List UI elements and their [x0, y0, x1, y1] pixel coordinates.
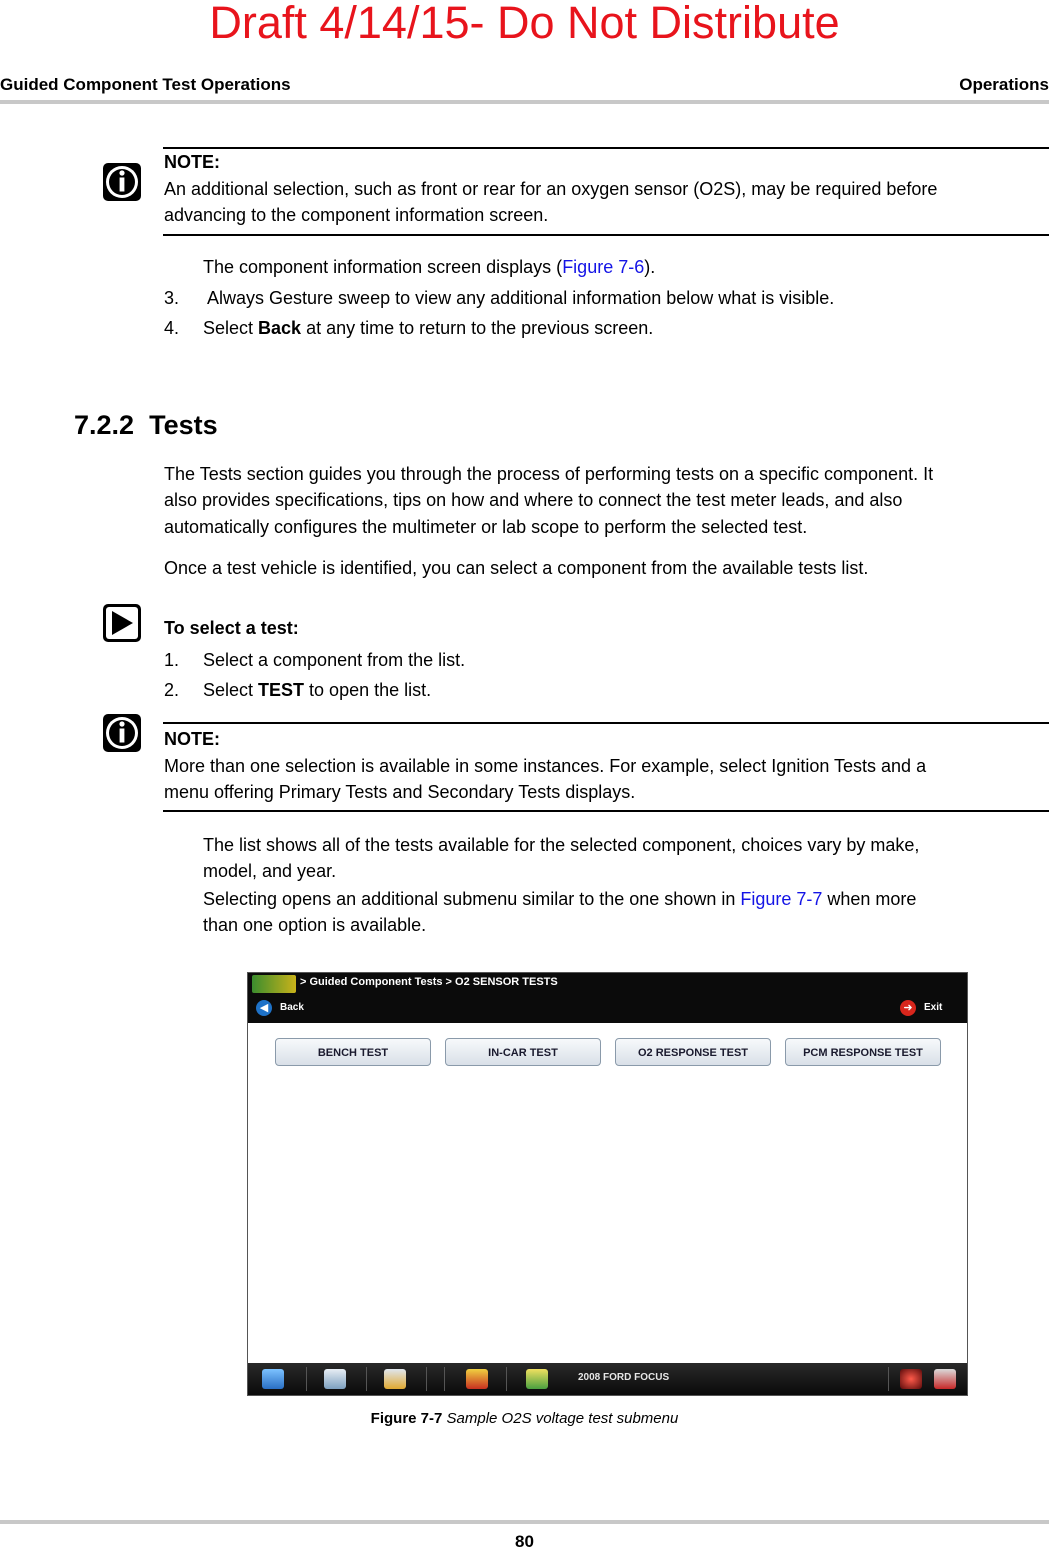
page-number: 80: [515, 1532, 534, 1551]
step-1: 1. Select a component from the list.: [164, 650, 466, 670]
tests-list-line1: The list shows all of the tests available for the selected component, choices vary by make,: [203, 835, 920, 855]
data-list-icon[interactable]: [324, 1369, 346, 1389]
step-4: 4. Select Back at any time to return to the previous screen.: [164, 318, 654, 338]
note-title: NOTE:: [164, 729, 220, 749]
bench-test-button[interactable]: BENCH TEST: [275, 1038, 431, 1066]
figure-o2s-submenu: [247, 972, 968, 1396]
submenu-line1: Selecting opens an additional submenu similar to the one shown in Figure 7-7 when more: [203, 889, 917, 909]
figure-toolbar: [248, 1363, 967, 1395]
toolbar-divider: [426, 1367, 427, 1391]
figure-7-7-link[interactable]: Figure 7-7: [740, 889, 823, 909]
note-title: NOTE:: [164, 152, 220, 172]
record-icon[interactable]: [900, 1369, 922, 1389]
tests-intro-line2: also provides specifications, tips on how and where to connect the test meter leads, and also: [164, 490, 903, 510]
tests-intro-line3: automatically configures the multimeter or lab scope to perform the selected test.: [164, 517, 808, 537]
o2-response-test-button[interactable]: O2 RESPONSE TEST: [615, 1038, 771, 1066]
toolbar-divider: [506, 1367, 507, 1391]
paragraph-component-info: The component information screen displays (Figure 7-6).: [203, 257, 656, 277]
step-2: 2. Select TEST to open the list.: [164, 680, 432, 700]
vehicle-id: 2008 FORD FOCUS: [578, 1372, 670, 1383]
note-top-rule: [163, 147, 1049, 149]
note-top-rule: [163, 722, 1049, 724]
exit-button[interactable]: Exit: [924, 1002, 943, 1013]
toolbar-divider: [444, 1367, 445, 1391]
pcm-response-test-button[interactable]: PCM RESPONSE TEST: [785, 1038, 941, 1066]
section-heading: 7.2.2 Tests: [74, 410, 218, 440]
figure-caption: Figure 7-7 Sample O2S voltage test submenu: [370, 1410, 679, 1427]
back-arrow-icon[interactable]: ◀: [256, 1000, 272, 1016]
footer-rule: [0, 1520, 1049, 1524]
tests-intro-line1: The Tests section guides you through the process of performing tests on a specific component. It: [164, 464, 934, 484]
note-text-line1: An additional selection, such as front or rear for an oxygen sensor (O2S), may be required before: [164, 179, 938, 199]
note-bottom-rule: [163, 234, 1049, 236]
step-3: 3. Always Gesture sweep to view any additional information below what is visible.: [164, 288, 835, 308]
exit-arrow-icon[interactable]: ➜: [900, 1000, 916, 1016]
note-text-line1: More than one selection is available in some instances. For example, select Ignition Tests and a: [164, 756, 927, 776]
figure-7-6-link[interactable]: Figure 7-6: [562, 257, 645, 277]
toolbar-divider: [306, 1367, 307, 1391]
info-icon: [102, 713, 142, 753]
procedure-arrow-icon: [102, 603, 142, 643]
figure-breadcrumb: > Guided Component Tests > O2 SENSOR TESTS: [300, 976, 558, 988]
header-rule: [0, 100, 1049, 104]
back-button[interactable]: Back: [280, 1002, 304, 1013]
tests-list-line2: model, and year.: [203, 861, 337, 881]
header-section-title: Operations: [959, 75, 1049, 94]
toolbar-divider: [366, 1367, 367, 1391]
note-text-line2: menu offering Primary Tests and Secondary Tests displays.: [164, 782, 636, 802]
in-car-test-button[interactable]: IN-CAR TEST: [445, 1038, 601, 1066]
figure-title-bar: [248, 973, 967, 1023]
note-bottom-rule: [163, 810, 1049, 812]
vehicle-icon[interactable]: [526, 1369, 548, 1389]
home-icon[interactable]: [262, 1369, 284, 1389]
component-icon[interactable]: [466, 1369, 488, 1389]
app-logo-icon: [252, 975, 296, 993]
header-chapter-title: Guided Component Test Operations: [0, 75, 291, 94]
note-text-line2: advancing to the component information screen.: [164, 205, 549, 225]
tests-intro-paragraph2: Once a test vehicle is identified, you can select a component from the available tests list.: [164, 558, 869, 578]
submenu-line2: than one option is available.: [203, 915, 427, 935]
info-icon: [102, 162, 142, 202]
tools-icon[interactable]: [384, 1369, 406, 1389]
draft-watermark: Draft 4/14/15- Do Not Distribute: [209, 0, 840, 48]
print-icon[interactable]: [934, 1369, 956, 1389]
toolbar-divider: [888, 1367, 889, 1391]
procedure-title: To select a test:: [164, 618, 299, 638]
